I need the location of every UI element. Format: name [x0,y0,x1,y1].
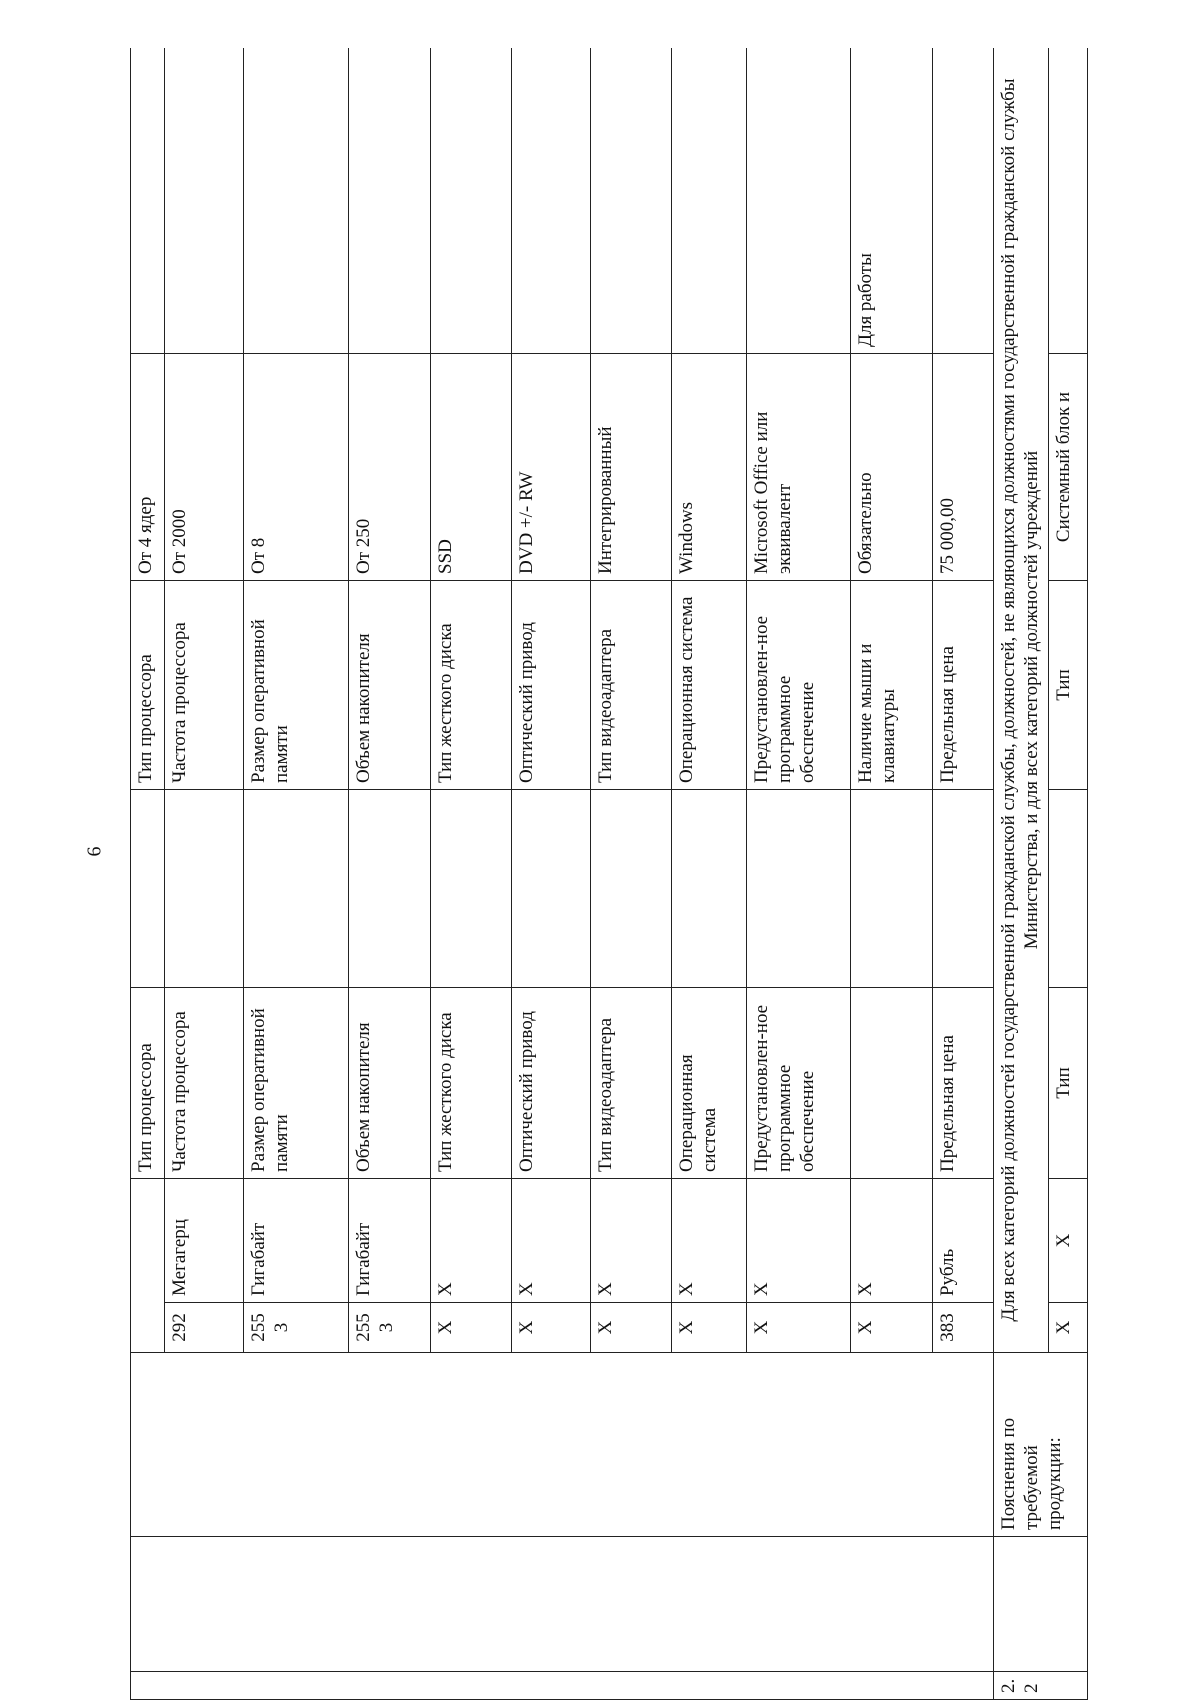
unit-cell: Х [431,1179,512,1303]
characteristic-value-cell [591,790,672,988]
characteristic-name-cell: Наличие мыши и клавиатуры [851,581,933,790]
characteristic-value-cell: Интегрированный [591,354,672,581]
explanation-label: Пояснения по требуемой продукции: [994,1353,1088,1537]
justification-cell [933,48,994,354]
characteristic-name-cell: Предельная цена [933,581,994,790]
category-description: Для всех категорий должностей государственной гражданской службы, должностей, не являющихся должностями государственной гражданской службы Министерства, и для всех категорий должностей учреждений [994,48,1049,1353]
unit-cell: Х [591,1179,672,1303]
characteristic-name-cell: Предельная цена [933,988,994,1179]
unit-cell: Гигабайт [244,1179,349,1303]
characteristic-value-cell: Windows [672,354,747,581]
section-header-row [994,48,1049,1700]
justification-cell [512,48,591,354]
characteristic-name-cell: Объем накопителя [349,988,431,1179]
section-number: 2.2 [994,1672,1088,1700]
characteristic-value-cell: 75 000,00 [933,354,994,581]
okei-code-cell: Х [672,1303,747,1353]
characteristic-name-cell: Тип жесткого диска [431,988,512,1179]
characteristic-value-cell: DVD +/- RW [512,354,591,581]
characteristic-value-cell [431,790,512,988]
justification-cell [672,48,747,354]
characteristic-name-cell: Тип видеоадаптера [591,988,672,1179]
unit-cell: Х [672,1179,747,1303]
characteristic-value-cell [244,790,349,988]
rotated-table-container [130,48,1098,1700]
page-number: 6 [83,846,106,857]
unit-cell: Гигабайт [349,1179,431,1303]
characteristic-name-cell: Тип процессора [131,581,165,790]
characteristic-value-cell [165,790,244,988]
characteristic-name-cell: Размер оперативной памяти [244,581,349,790]
characteristic-name-cell: Тип видеоадаптера [591,581,672,790]
characteristic-value-cell: От 250 [349,354,431,581]
okei-code-cell: 292 [165,1303,244,1353]
characteristic-name-cell: Тип [1048,988,1087,1179]
characteristic-name-cell: Тип жесткого диска [431,581,512,790]
characteristic-value-cell [672,790,747,988]
okei-code-cell: 383 [933,1303,994,1353]
characteristic-value-cell: От 2000 [165,354,244,581]
okei-code-cell: Х [591,1303,672,1353]
characteristic-name-cell: Операционная система [672,581,747,790]
characteristic-name-cell: Объем накопителя [349,581,431,790]
category-cell [131,1353,994,1537]
justification-cell [131,48,165,354]
okei-code-cell: Х [747,1303,851,1353]
unit-cell: Х [512,1179,591,1303]
justification-cell [431,48,512,354]
characteristic-value-cell: От 8 [244,354,349,581]
characteristic-name-cell: Оптический привод [512,988,591,1179]
characteristic-name-cell: Предустановлен-ное программное обеспечение [747,988,851,1179]
characteristic-name-cell: Тип процессора [131,988,165,1179]
table-row [131,48,165,1700]
characteristic-value-cell [851,790,933,988]
characteristic-name-cell: Предустановлен-ное программное обеспечение [747,581,851,790]
characteristic-value-cell [933,790,994,988]
characteristic-name-cell [851,988,933,1179]
characteristic-value-cell: Системный блок и [1048,354,1087,581]
unit-cell: Х [1048,1179,1087,1303]
characteristic-value-cell [747,790,851,988]
justification-cell [747,48,851,354]
specification-sheet [130,48,1098,1700]
characteristic-name-cell: Операционная система [672,988,747,1179]
okei-code-cell: 2553 [244,1303,349,1353]
unit-cell: Х [747,1179,851,1303]
group-label-cell [131,1537,994,1672]
unit-cell: Х [851,1179,933,1303]
justification-cell [165,48,244,354]
characteristic-name-cell: Размер оперативной памяти [244,988,349,1179]
characteristic-value-cell: Microsoft Office или эквивалент [747,354,851,581]
characteristic-value-cell: От 4 ядер [131,354,165,581]
justification-cell: Для работы [851,48,933,354]
characteristic-value-cell: Обязательно [851,354,933,581]
characteristic-value-cell [349,790,431,988]
number-cell [131,1672,994,1700]
okei-code-cell [131,1179,165,1353]
characteristic-value-cell [131,790,165,988]
okei-code-cell: Х [512,1303,591,1353]
unit-cell: Рубль [933,1179,994,1303]
group-label-cell [994,1537,1088,1672]
justification-cell [591,48,672,354]
characteristic-name-cell: Тип [1048,581,1087,790]
justification-cell [349,48,431,354]
okei-code-cell: Х [1048,1303,1087,1353]
characteristic-name-cell: Частота процессора [165,988,244,1179]
unit-cell: Мегагерц [165,1179,244,1303]
okei-code-cell: 2553 [349,1303,431,1353]
justification-cell [244,48,349,354]
characteristic-value-cell [512,790,591,988]
characteristic-name-cell: Оптический привод [512,581,591,790]
characteristic-name-cell: Частота процессора [165,581,244,790]
okei-code-cell: Х [851,1303,933,1353]
characteristic-value-cell [1048,790,1087,988]
characteristic-value-cell: SSD [431,354,512,581]
okei-code-cell: Х [431,1303,512,1353]
justification-cell [1048,48,1087,354]
specification-table [130,48,1088,1700]
